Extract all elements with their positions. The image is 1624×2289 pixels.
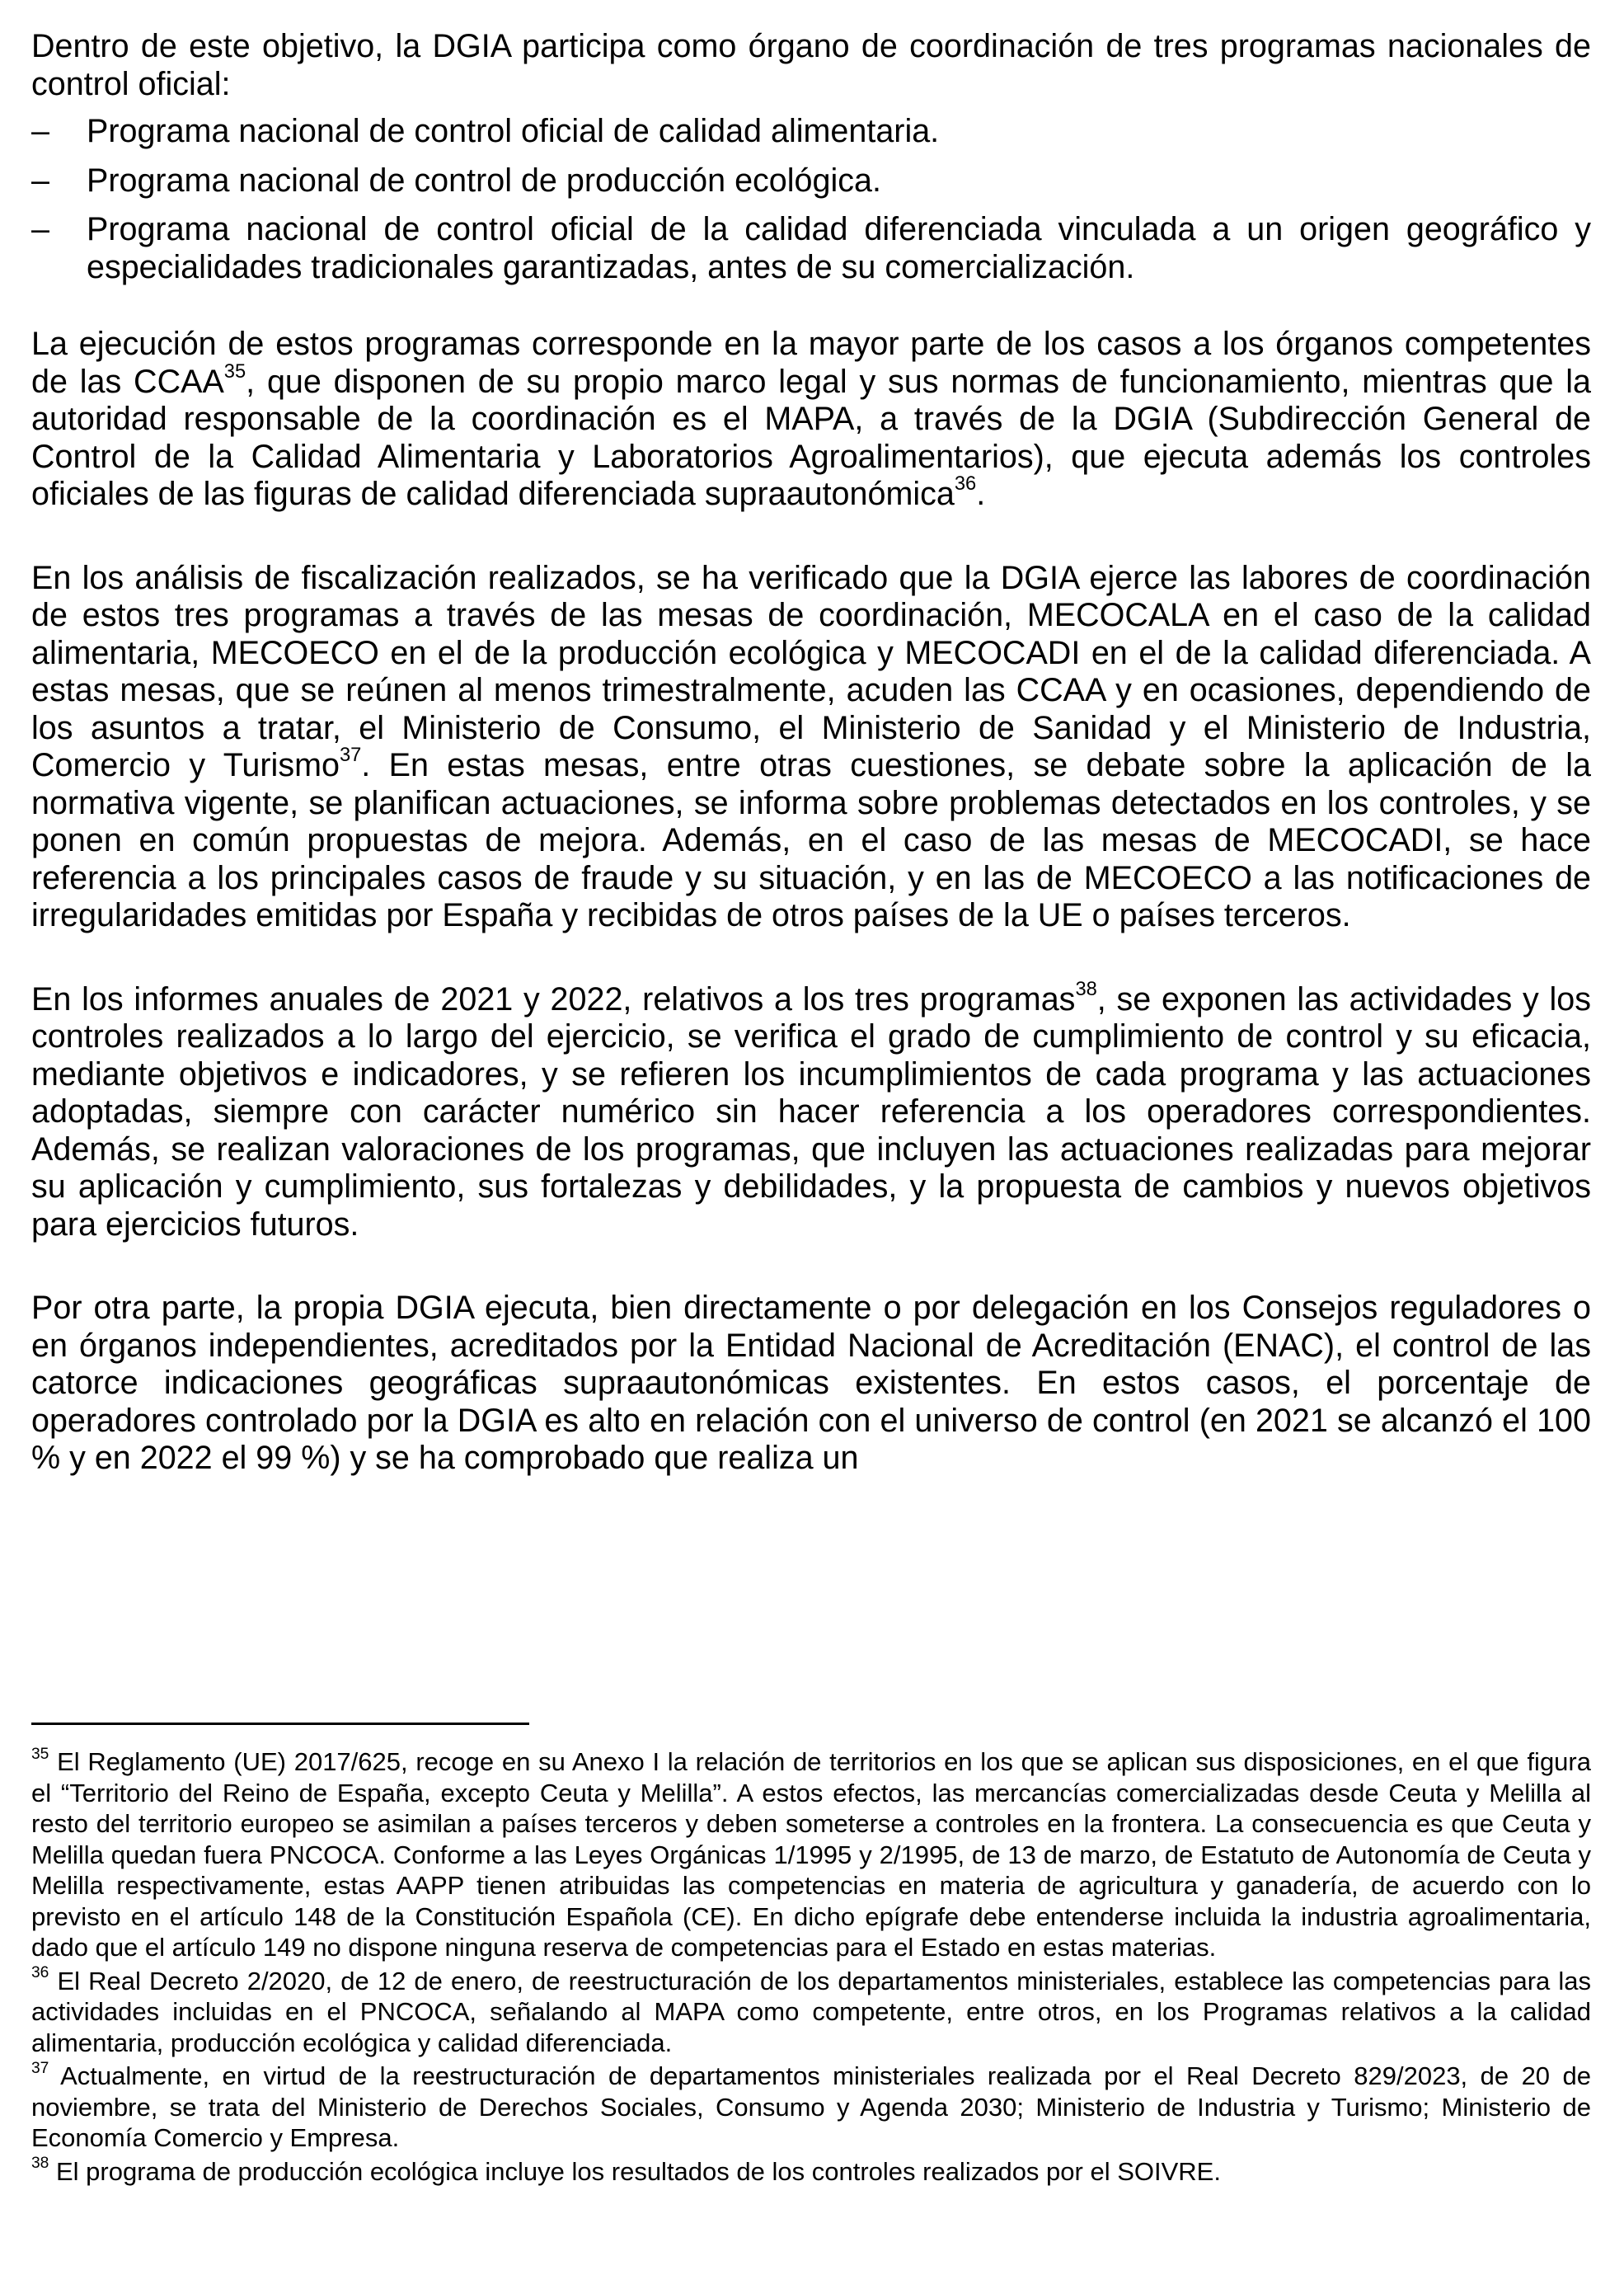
footnote-38 <box>31 2156 1591 2188</box>
paragraph-text: En los informes anuales de 2021 y 2022, relativos a los tres programas <box>31 980 1076 1018</box>
intro-paragraph: Dentro de este objetivo, la DGIA participa como órgano de coordinación de tres programas nacionales de control oficial: <box>31 28 1591 102</box>
footnote-ref-37[interactable]: 37 <box>339 745 362 767</box>
paragraph-dgia-control <box>31 1290 1591 1478</box>
list-item-text: Programa nacional de control oficial de calidad alimentaria. <box>87 113 940 149</box>
paragraph-text: . <box>976 476 986 512</box>
dash-bullet-icon: – <box>31 113 49 149</box>
footnote-number: 37 <box>31 2059 49 2077</box>
footnote-36 <box>31 1966 1591 2059</box>
footnote-35 <box>31 1746 1591 1963</box>
list-item <box>31 113 1591 151</box>
paragraph-text: , que disponen de su propio marco legal y sus normas de funcionamiento, mientras que la autoridad responsable de la coordinación es el MAPA, a través de la DGIA (Subdirección General de Control de la Calidad Alimentaria y Laboratorios Agroalimentarios), que ejecuta además los controles oficiales de las figuras de calidad diferenciada supraautonómica <box>31 363 1591 512</box>
footnote-number: 38 <box>31 2155 49 2173</box>
footnote-text: El Reglamento (UE) 2017/625, recoge en su Anexo I la relación de territorios en los que se aplican sus disposiciones, en el que figura el “Territorio del Reino de España, excepto Ceuta y Melilla”. A estos efectos, las mercancías comercializadas desde Ceuta y Melilla al resto del territorio europeo se asimilan a países terceros y deben someterse a controles en la frontera. La consecuencia es que Ceuta y Melilla quedan fuera PNCOCA. Conforme a las Leyes Orgánicas 1/1995 y 2/1995, de 13 de marzo, de Estatuto de Autonomía de Ceuta y Melilla respectivamente, estas AAPP tienen atribuidas las competencias en materia de agricultura y ganadería, de acuerdo con lo previsto en el artículo 148 de la Constitución Española (CE). En dicho epígrafe debe entenderse incluida la industria agroalimentaria, dado que el artículo 149 no dispone ninguna reserva de competencias para el Estado en estas materias. <box>31 1747 1591 1962</box>
paragraph-coordination <box>31 560 1591 935</box>
footnote-text: Actualmente, en virtud de la reestructuración de departamentos ministeriales realizada por el Real Decreto 829/2023, de 20 de noviembre, se trata del Ministerio de Derechos Sociales, Consumo y Agenda 2030; Ministerio de Industria y Turismo; Ministerio de Economía Comercio y Empresa. <box>31 2061 1591 2152</box>
paragraph-text: La ejecución de estos programas corresponde en la mayor parte de los casos a los órganos competentes de las CCAA <box>31 326 1591 400</box>
paragraph-execution <box>31 326 1591 514</box>
footnote-number: 36 <box>31 1964 49 1982</box>
footnote-text: El Real Decreto 2/2020, de 12 de enero, de reestructuración de los departamentos ministeriales, establece las competencias para las actividades incluidas en el PNCOCA, señalando al MAPA como competente, entre otros, en los Programas relativos a la calidad alimentaria, producción ecológica y calidad diferenciada. <box>31 1966 1591 2057</box>
footnote-text: El programa de producción ecológica incluye los resultados de los controles realizados por el SOIVRE. <box>49 2156 1221 2186</box>
paragraph-text: Por otra parte, la propia DGIA ejecuta, bien directamente o por delegación en los Consejos reguladores o en órganos independientes, acreditados por la Entidad Nacional de Acreditación (ENAC), el control de las catorce indicaciones geográficas supraautonómicas existentes. En estos casos, el porcentaje de operadores controlado por la DGIA es alto en relación con el universo de control (en 2021 se alcanzó el 100 % y en 2022 el 99 %) y se ha comprobado que realiza un <box>31 1290 1591 1476</box>
paragraph-text: , se exponen las actividades y los controles realizados a lo largo del ejercicio, se verifica el grado de cumplimiento de control y su eficacia, mediante objetivos e indicadores, y se refieren los incumplimientos de cada programa y las actuaciones adoptadas, siempre con carácter numérico sin hacer referencia a los operadores correspondientes. Además, se realizan valoraciones de los programas, que incluyen las actuaciones realizadas para mejorar su aplicación y cumplimiento, sus fortalezas y debilidades, y la propuesta de cambios y nuevos objetivos para ejercicios futuros. <box>31 980 1591 1243</box>
list-item <box>31 162 1591 200</box>
paragraph-text: En los análisis de fiscalización realizados, se ha verificado que la DGIA ejerce las labores de coordinación de estos tres programas a través de las mesas de coordinación, MECOCALA en el caso de la calidad alimentaria, MECOECO en el de la producción ecológica y MECOCADI en el de la calidad diferenciada. A estas mesas, que se reúnen al menos trimestralmente, acuden las CCAA y en ocasiones, dependiendo de los asuntos a tratar, el Ministerio de Consumo, el Ministerio de Sanidad y el Ministerio de Industria, Comercio y Turismo <box>31 559 1591 783</box>
dash-bullet-icon: – <box>31 211 49 247</box>
footnote-ref-38[interactable]: 38 <box>1075 978 1097 1000</box>
paragraph-annual-reports <box>31 978 1591 1244</box>
footnote-number: 35 <box>31 1745 49 1763</box>
footnote-separator <box>31 1723 529 1725</box>
paragraph-text: . En estas mesas, entre otras cuestiones, se debate sobre la aplicación de la normativa vigente, se planifican actuaciones, se informa sobre problemas detectados en los controles, y se ponen en común propuestas de mejora. Además, en el caso de las mesas de MECOCADI, se hace referencia a los principales casos de fraude y su situación, y en las de MECOECO a las notificaciones de irregularidades emitidas por España y recibidas de otros países de la UE o países terceros. <box>31 747 1591 933</box>
list-item <box>31 211 1591 286</box>
footnote-37 <box>31 2061 1591 2154</box>
dash-bullet-icon: – <box>31 162 49 199</box>
document-page <box>31 28 1591 1478</box>
list-item-text: Programa nacional de control de producción ecológica. <box>87 162 881 199</box>
footnote-ref-35[interactable]: 35 <box>223 360 246 383</box>
footnote-ref-36[interactable]: 36 <box>954 473 977 496</box>
list-item-text: Programa nacional de control oficial de la calidad diferenciada vinculada a un origen geográfico y especialidades tradicionales garantizadas, antes de su comercialización. <box>87 211 1591 285</box>
programs-list <box>31 113 1591 286</box>
footnotes-section <box>31 1746 1591 2189</box>
